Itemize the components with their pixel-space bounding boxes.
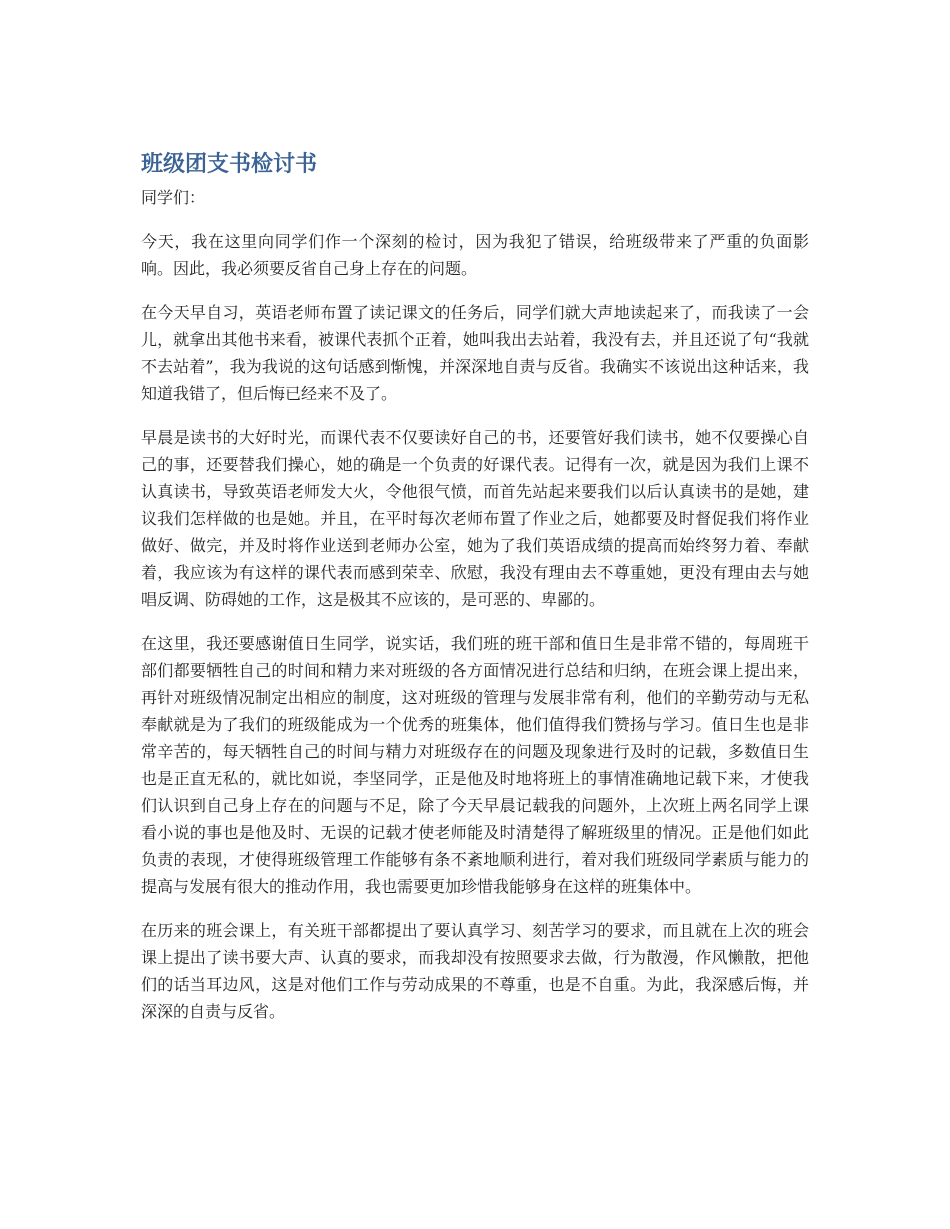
paragraph-2: 在今天早自习，英语老师布置了读记课文的任务后，同学们就大声地读起来了，而我读了一会儿，就拿出其他书来看，被课代表抓个正着，她叫我出去站着，我没有去，并且还说了句“我就不去站着”，我为我说的这句话感到惭愧，并深深地自责与反省。我确实不该说出这种话来，我知道我错了，但后悔已经来不及了。 — [141, 303, 809, 403]
paragraph-3: 早晨是读书的大好时光，而课代表不仅要读好自己的书，还要管好我们读书，她不仅要操心自己的事，还要替我们操心，她的确是一个负责的好课代表。记得有一次，就是因为我们上课不认真读书，导致英语老师发大火，令他很气愤，而首先站起来要我们以后认真读书的是她，建议我们怎样做的也是她。并且，在平时每次老师布置了作业之后，她都要及时督促我们将作业做好、做完，并及时将作业送到老师办公室，她为了我们英语成绩的提高而始终努力着、奉献着，我应该为有这样的课代表而感到荣幸、欣慰，我没有理由去不尊重她，更没有理由去与她唱反调、防碍她的工作，这是极其不应该的，是可恶的、卑鄙的。 — [141, 428, 809, 609]
paragraph-4: 在这里，我还要感谢值日生同学，说实话，我们班的班干部和值日生是非常不错的，每周班干部们都要牺牲自己的时间和精力来对班级的各方面情况进行总结和归纳，在班会课上提出来，再针对班级情况制定出相应的制度，这对班级的管理与发展非常有利，他们的辛勤劳动与无私奉献就是为了我们的班级能成为一个优秀的班集体，他们值得我们赞扬与学习。值日生也是非常辛苦的，每天牺牲自己的时间与精力对班级存在的问题及现象进行及时的记载，多数值日生也是正直无私的，就比如说，李坚同学，正是他及时地将班上的事情准确地记载下来，才使我们认识到自己身上存在的问题与不足，除了今天早晨记载我的问题外，上次班上两名同学上课看小说的事也是他及时、无误的记载才使老师能及时清楚得了解班级里的情况。正是他们如此负责的表现，才使得班级管理工作能够有条不紊地顺利进行，着对我们班级同学素质与能力的提高与发展有很大的推动作用，我也需要更加珍惜我能够身在这样的班集体中。 — [141, 634, 809, 896]
document-title: 班级团支书检讨书 — [141, 152, 318, 177]
paragraph-5: 在历来的班会课上，有关班干部都提出了要认真学习、刻苦学习的要求，而且就在上次的班会课上提出了读书要大声、认真的要求，而我却没有按照要求去做，行为散漫，作风懒散，把他们的话当耳边风，这是对他们工作与劳动成果的不尊重，也是不自重。为此，我深感后悔，并深深的自责与反省。 — [141, 921, 809, 1021]
salutation: 同学们： — [141, 188, 206, 207]
document-body — [141, 148, 809, 1025]
paragraph-1: 今天，我在这里向同学们作一个深刻的检讨，因为我犯了错误，给班级带来了严重的负面影响。因此，我必须要反省自己身上存在的问题。 — [141, 232, 809, 278]
